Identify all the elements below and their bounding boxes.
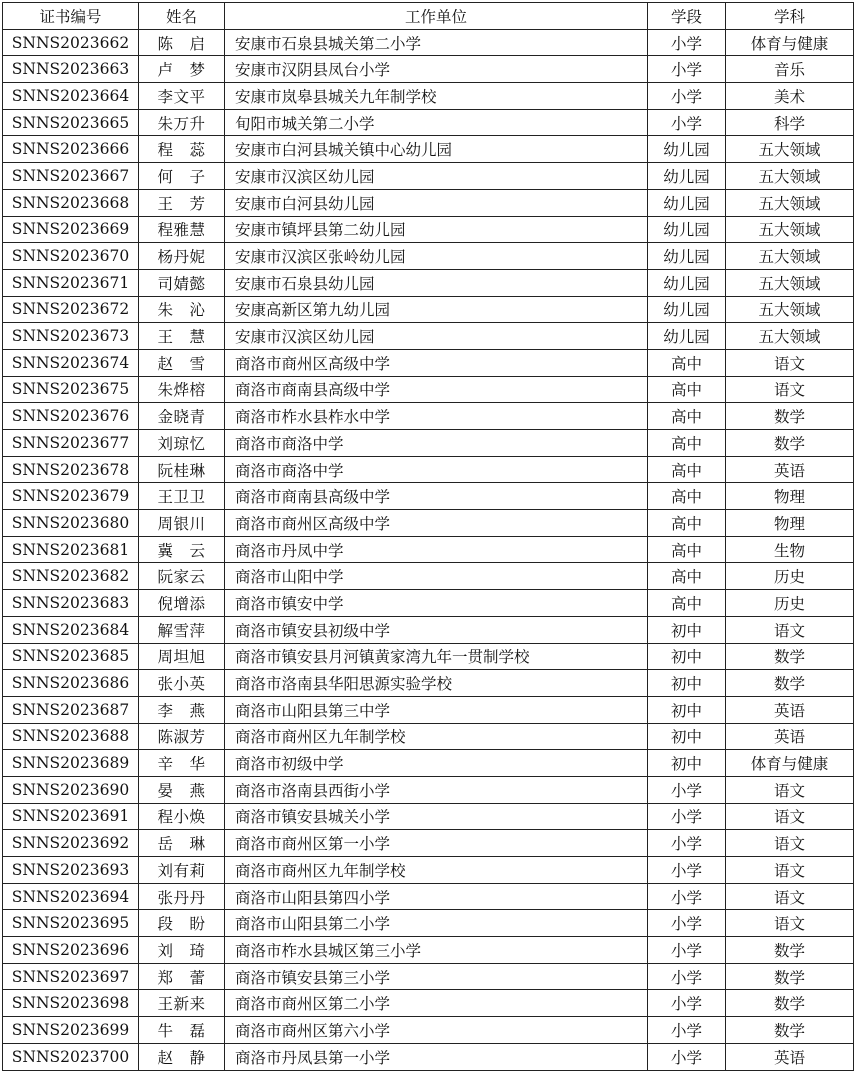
certificate-number-cell: SNNS2023679 — [3, 483, 139, 510]
subject-cell: 物理 — [726, 510, 854, 537]
certificate-number-cell: SNNS2023695 — [3, 910, 139, 937]
table-row — [3, 803, 854, 830]
subject-cell: 物理 — [726, 483, 854, 510]
name-cell: 刘有莉 — [139, 857, 225, 884]
school-stage-cell: 小学 — [648, 830, 726, 857]
work-unit-cell: 商洛市山阳县第四小学 — [225, 883, 648, 910]
name-cell: 倪增添 — [139, 590, 225, 617]
school-stage-cell: 初中 — [648, 670, 726, 697]
subject-cell: 体育与健康 — [726, 750, 854, 777]
name-cell: 晏 燕 — [139, 776, 225, 803]
school-stage-cell: 幼儿园 — [648, 296, 726, 323]
school-stage-cell: 小学 — [648, 857, 726, 884]
subject-cell: 五大领域 — [726, 163, 854, 190]
subject-cell: 五大领域 — [726, 189, 854, 216]
name-cell: 王新来 — [139, 990, 225, 1017]
certificate-number-cell: SNNS2023664 — [3, 83, 139, 110]
certificate-number-cell: SNNS2023675 — [3, 376, 139, 403]
name-cell: 朱 沁 — [139, 296, 225, 323]
subject-cell: 语文 — [726, 830, 854, 857]
name-cell: 张丹丹 — [139, 883, 225, 910]
school-stage-cell: 小学 — [648, 1017, 726, 1044]
certificate-number-cell: SNNS2023692 — [3, 830, 139, 857]
work-unit-cell: 商洛市商南县高级中学 — [225, 376, 648, 403]
school-stage-cell: 小学 — [648, 109, 726, 136]
certificate-number-cell: SNNS2023669 — [3, 216, 139, 243]
table-row — [3, 136, 854, 163]
work-unit-cell: 商洛市商州区第一小学 — [225, 830, 648, 857]
name-cell: 郑 蕾 — [139, 963, 225, 990]
work-unit-cell: 商洛市镇安中学 — [225, 590, 648, 617]
table-row — [3, 536, 854, 563]
work-unit-cell: 商洛市丹凤县第一小学 — [225, 1043, 648, 1070]
table-row — [3, 937, 854, 964]
name-cell: 阮家云 — [139, 563, 225, 590]
table-row — [3, 56, 854, 83]
certificate-number-cell: SNNS2023700 — [3, 1043, 139, 1070]
school-stage-cell: 高中 — [648, 349, 726, 376]
school-stage-cell: 高中 — [648, 376, 726, 403]
subject-cell: 英语 — [726, 696, 854, 723]
subject-cell: 英语 — [726, 1043, 854, 1070]
school-stage-cell: 初中 — [648, 616, 726, 643]
name-cell: 阮桂琳 — [139, 456, 225, 483]
certificate-number-cell: SNNS2023677 — [3, 430, 139, 457]
name-cell: 王卫卫 — [139, 483, 225, 510]
table-body — [3, 29, 854, 1070]
subject-cell: 语文 — [726, 910, 854, 937]
work-unit-cell: 安康市白河县城关镇中心幼儿园 — [225, 136, 648, 163]
table-row — [3, 1043, 854, 1070]
school-stage-cell: 高中 — [648, 536, 726, 563]
certificate-number-cell: SNNS2023689 — [3, 750, 139, 777]
school-stage-cell: 初中 — [648, 750, 726, 777]
work-unit-cell: 商洛市商州区九年制学校 — [225, 857, 648, 884]
table-row — [3, 563, 854, 590]
school-stage-cell: 小学 — [648, 83, 726, 110]
work-unit-cell: 安康高新区第九幼儿园 — [225, 296, 648, 323]
certificate-number-cell: SNNS2023684 — [3, 616, 139, 643]
name-cell: 赵 静 — [139, 1043, 225, 1070]
name-cell: 解雪萍 — [139, 616, 225, 643]
name-cell: 朱烨榕 — [139, 376, 225, 403]
school-stage-cell: 小学 — [648, 776, 726, 803]
subject-cell: 语文 — [726, 376, 854, 403]
certificate-number-cell: SNNS2023685 — [3, 643, 139, 670]
name-cell: 刘 琦 — [139, 937, 225, 964]
certificate-number-cell: SNNS2023687 — [3, 696, 139, 723]
work-unit-cell: 商洛市山阳中学 — [225, 563, 648, 590]
name-cell: 陈 启 — [139, 29, 225, 56]
certificate-number-cell: SNNS2023690 — [3, 776, 139, 803]
work-unit-cell: 安康市镇坪县第二幼儿园 — [225, 216, 648, 243]
table-row — [3, 910, 854, 937]
certificate-number-cell: SNNS2023683 — [3, 590, 139, 617]
name-cell: 何 子 — [139, 163, 225, 190]
certificate-table — [2, 2, 854, 1071]
subject-cell: 语文 — [726, 616, 854, 643]
certificate-number-cell: SNNS2023693 — [3, 857, 139, 884]
subject-cell: 语文 — [726, 776, 854, 803]
table-row — [3, 643, 854, 670]
school-stage-cell: 小学 — [648, 963, 726, 990]
header-name: 姓名 — [139, 3, 225, 30]
certificate-number-cell: SNNS2023691 — [3, 803, 139, 830]
subject-cell: 生物 — [726, 536, 854, 563]
table-row — [3, 349, 854, 376]
certificate-number-cell: SNNS2023697 — [3, 963, 139, 990]
table-row — [3, 403, 854, 430]
certificate-number-cell: SNNS2023668 — [3, 189, 139, 216]
work-unit-cell: 商洛市柞水县柞水中学 — [225, 403, 648, 430]
work-unit-cell: 安康市汉滨区幼儿园 — [225, 323, 648, 350]
name-cell: 周坦旭 — [139, 643, 225, 670]
subject-cell: 数学 — [726, 990, 854, 1017]
subject-cell: 历史 — [726, 563, 854, 590]
table-row — [3, 776, 854, 803]
subject-cell: 五大领域 — [726, 323, 854, 350]
table-row — [3, 243, 854, 270]
table-row — [3, 963, 854, 990]
work-unit-cell: 商洛市镇安县月河镇黄家湾九年一贯制学校 — [225, 643, 648, 670]
school-stage-cell: 高中 — [648, 563, 726, 590]
name-cell: 金晓青 — [139, 403, 225, 430]
header-subject: 学科 — [726, 3, 854, 30]
table-row — [3, 830, 854, 857]
name-cell: 卢 梦 — [139, 56, 225, 83]
subject-cell: 数学 — [726, 937, 854, 964]
table-row — [3, 456, 854, 483]
table-row — [3, 1017, 854, 1044]
table-row — [3, 163, 854, 190]
school-stage-cell: 高中 — [648, 403, 726, 430]
table-row — [3, 696, 854, 723]
work-unit-cell: 商洛市山阳县第三中学 — [225, 696, 648, 723]
work-unit-cell: 商洛市商州区第二小学 — [225, 990, 648, 1017]
certificate-number-cell: SNNS2023696 — [3, 937, 139, 964]
work-unit-cell: 商洛市商州区高级中学 — [225, 349, 648, 376]
school-stage-cell: 幼儿园 — [648, 163, 726, 190]
work-unit-cell: 商洛市丹凤中学 — [225, 536, 648, 563]
name-cell: 段 盼 — [139, 910, 225, 937]
certificate-number-cell: SNNS2023666 — [3, 136, 139, 163]
subject-cell: 语文 — [726, 883, 854, 910]
subject-cell: 五大领域 — [726, 136, 854, 163]
subject-cell: 五大领域 — [726, 296, 854, 323]
table-row — [3, 990, 854, 1017]
subject-cell: 数学 — [726, 643, 854, 670]
table-row — [3, 269, 854, 296]
subject-cell: 语文 — [726, 349, 854, 376]
school-stage-cell: 幼儿园 — [648, 269, 726, 296]
work-unit-cell: 商洛市柞水县城区第三小学 — [225, 937, 648, 964]
table-row — [3, 296, 854, 323]
school-stage-cell: 小学 — [648, 990, 726, 1017]
certificate-number-cell: SNNS2023682 — [3, 563, 139, 590]
subject-cell: 数学 — [726, 1017, 854, 1044]
school-stage-cell: 高中 — [648, 456, 726, 483]
school-stage-cell: 小学 — [648, 937, 726, 964]
certificate-number-cell: SNNS2023681 — [3, 536, 139, 563]
subject-cell: 五大领域 — [726, 269, 854, 296]
work-unit-cell: 商洛市镇安县初级中学 — [225, 616, 648, 643]
subject-cell: 语文 — [726, 803, 854, 830]
school-stage-cell: 幼儿园 — [648, 323, 726, 350]
certificate-number-cell: SNNS2023672 — [3, 296, 139, 323]
table-row — [3, 109, 854, 136]
name-cell: 程小焕 — [139, 803, 225, 830]
certificate-number-cell: SNNS2023680 — [3, 510, 139, 537]
work-unit-cell: 安康市石泉县幼儿园 — [225, 269, 648, 296]
school-stage-cell: 小学 — [648, 883, 726, 910]
work-unit-cell: 安康市石泉县城关第二小学 — [225, 29, 648, 56]
name-cell: 陈淑芳 — [139, 723, 225, 750]
header-work-unit: 工作单位 — [225, 3, 648, 30]
school-stage-cell: 小学 — [648, 56, 726, 83]
school-stage-cell: 小学 — [648, 29, 726, 56]
work-unit-cell: 商洛市洛南县华阳思源实验学校 — [225, 670, 648, 697]
certificate-number-cell: SNNS2023688 — [3, 723, 139, 750]
subject-cell: 体育与健康 — [726, 29, 854, 56]
table-row — [3, 590, 854, 617]
subject-cell: 数学 — [726, 670, 854, 697]
certificate-number-cell: SNNS2023662 — [3, 29, 139, 56]
table-row — [3, 216, 854, 243]
subject-cell: 历史 — [726, 590, 854, 617]
table-row — [3, 376, 854, 403]
name-cell: 张小英 — [139, 670, 225, 697]
table-row — [3, 430, 854, 457]
subject-cell: 英语 — [726, 456, 854, 483]
name-cell: 李文平 — [139, 83, 225, 110]
name-cell: 朱万升 — [139, 109, 225, 136]
work-unit-cell: 安康市汉滨区幼儿园 — [225, 163, 648, 190]
header-certificate-number: 证书编号 — [3, 3, 139, 30]
subject-cell: 美术 — [726, 83, 854, 110]
work-unit-cell: 商洛市镇安县城关小学 — [225, 803, 648, 830]
table-row — [3, 883, 854, 910]
certificate-number-cell: SNNS2023699 — [3, 1017, 139, 1044]
certificate-number-cell: SNNS2023698 — [3, 990, 139, 1017]
table-row — [3, 723, 854, 750]
subject-cell: 数学 — [726, 403, 854, 430]
work-unit-cell: 安康市白河县幼儿园 — [225, 189, 648, 216]
name-cell: 王 芳 — [139, 189, 225, 216]
work-unit-cell: 商洛市镇安县第三小学 — [225, 963, 648, 990]
school-stage-cell: 高中 — [648, 590, 726, 617]
table-row — [3, 83, 854, 110]
table-row — [3, 750, 854, 777]
work-unit-cell: 商洛市商州区九年制学校 — [225, 723, 648, 750]
table-row — [3, 189, 854, 216]
work-unit-cell: 安康市汉滨区张岭幼儿园 — [225, 243, 648, 270]
certificate-number-cell: SNNS2023670 — [3, 243, 139, 270]
certificate-number-cell: SNNS2023674 — [3, 349, 139, 376]
table-row — [3, 857, 854, 884]
name-cell: 程雅慧 — [139, 216, 225, 243]
table-row — [3, 670, 854, 697]
work-unit-cell: 商洛市商州区高级中学 — [225, 510, 648, 537]
name-cell: 程 蕊 — [139, 136, 225, 163]
table-row — [3, 483, 854, 510]
subject-cell: 语文 — [726, 857, 854, 884]
certificate-number-cell: SNNS2023663 — [3, 56, 139, 83]
school-stage-cell: 小学 — [648, 910, 726, 937]
work-unit-cell: 商洛市商南县高级中学 — [225, 483, 648, 510]
certificate-number-cell: SNNS2023678 — [3, 456, 139, 483]
work-unit-cell: 安康市汉阴县凤台小学 — [225, 56, 648, 83]
subject-cell: 五大领域 — [726, 243, 854, 270]
certificate-number-cell: SNNS2023673 — [3, 323, 139, 350]
table-row — [3, 616, 854, 643]
school-stage-cell: 初中 — [648, 723, 726, 750]
school-stage-cell: 初中 — [648, 643, 726, 670]
name-cell: 辛 华 — [139, 750, 225, 777]
name-cell: 冀 云 — [139, 536, 225, 563]
table-row — [3, 29, 854, 56]
subject-cell: 五大领域 — [726, 216, 854, 243]
school-stage-cell: 高中 — [648, 430, 726, 457]
name-cell: 赵 雪 — [139, 349, 225, 376]
certificate-number-cell: SNNS2023665 — [3, 109, 139, 136]
name-cell: 刘琼忆 — [139, 430, 225, 457]
work-unit-cell: 安康市岚皋县城关九年制学校 — [225, 83, 648, 110]
name-cell: 牛 磊 — [139, 1017, 225, 1044]
subject-cell: 英语 — [726, 723, 854, 750]
work-unit-cell: 商洛市商州区第六小学 — [225, 1017, 648, 1044]
name-cell: 司婧懿 — [139, 269, 225, 296]
school-stage-cell: 小学 — [648, 803, 726, 830]
certificate-number-cell: SNNS2023676 — [3, 403, 139, 430]
name-cell: 周银川 — [139, 510, 225, 537]
work-unit-cell: 商洛市山阳县第二小学 — [225, 910, 648, 937]
name-cell: 杨丹妮 — [139, 243, 225, 270]
work-unit-cell: 商洛市洛南县西街小学 — [225, 776, 648, 803]
certificate-number-cell: SNNS2023686 — [3, 670, 139, 697]
header-school-stage: 学段 — [648, 3, 726, 30]
work-unit-cell: 商洛市商洛中学 — [225, 430, 648, 457]
name-cell: 李 燕 — [139, 696, 225, 723]
school-stage-cell: 高中 — [648, 510, 726, 537]
school-stage-cell: 幼儿园 — [648, 216, 726, 243]
school-stage-cell: 幼儿园 — [648, 189, 726, 216]
subject-cell: 数学 — [726, 963, 854, 990]
subject-cell: 音乐 — [726, 56, 854, 83]
work-unit-cell: 旬阳市城关第二小学 — [225, 109, 648, 136]
certificate-number-cell: SNNS2023694 — [3, 883, 139, 910]
subject-cell: 科学 — [726, 109, 854, 136]
work-unit-cell: 商洛市初级中学 — [225, 750, 648, 777]
subject-cell: 数学 — [726, 430, 854, 457]
name-cell: 王 慧 — [139, 323, 225, 350]
certificate-number-cell: SNNS2023671 — [3, 269, 139, 296]
certificate-number-cell: SNNS2023667 — [3, 163, 139, 190]
school-stage-cell: 幼儿园 — [648, 136, 726, 163]
name-cell: 岳 琳 — [139, 830, 225, 857]
table-row — [3, 323, 854, 350]
school-stage-cell: 幼儿园 — [648, 243, 726, 270]
school-stage-cell: 小学 — [648, 1043, 726, 1070]
school-stage-cell: 高中 — [648, 483, 726, 510]
table-header-row — [3, 3, 854, 30]
table-row — [3, 510, 854, 537]
school-stage-cell: 初中 — [648, 696, 726, 723]
work-unit-cell: 商洛市商洛中学 — [225, 456, 648, 483]
